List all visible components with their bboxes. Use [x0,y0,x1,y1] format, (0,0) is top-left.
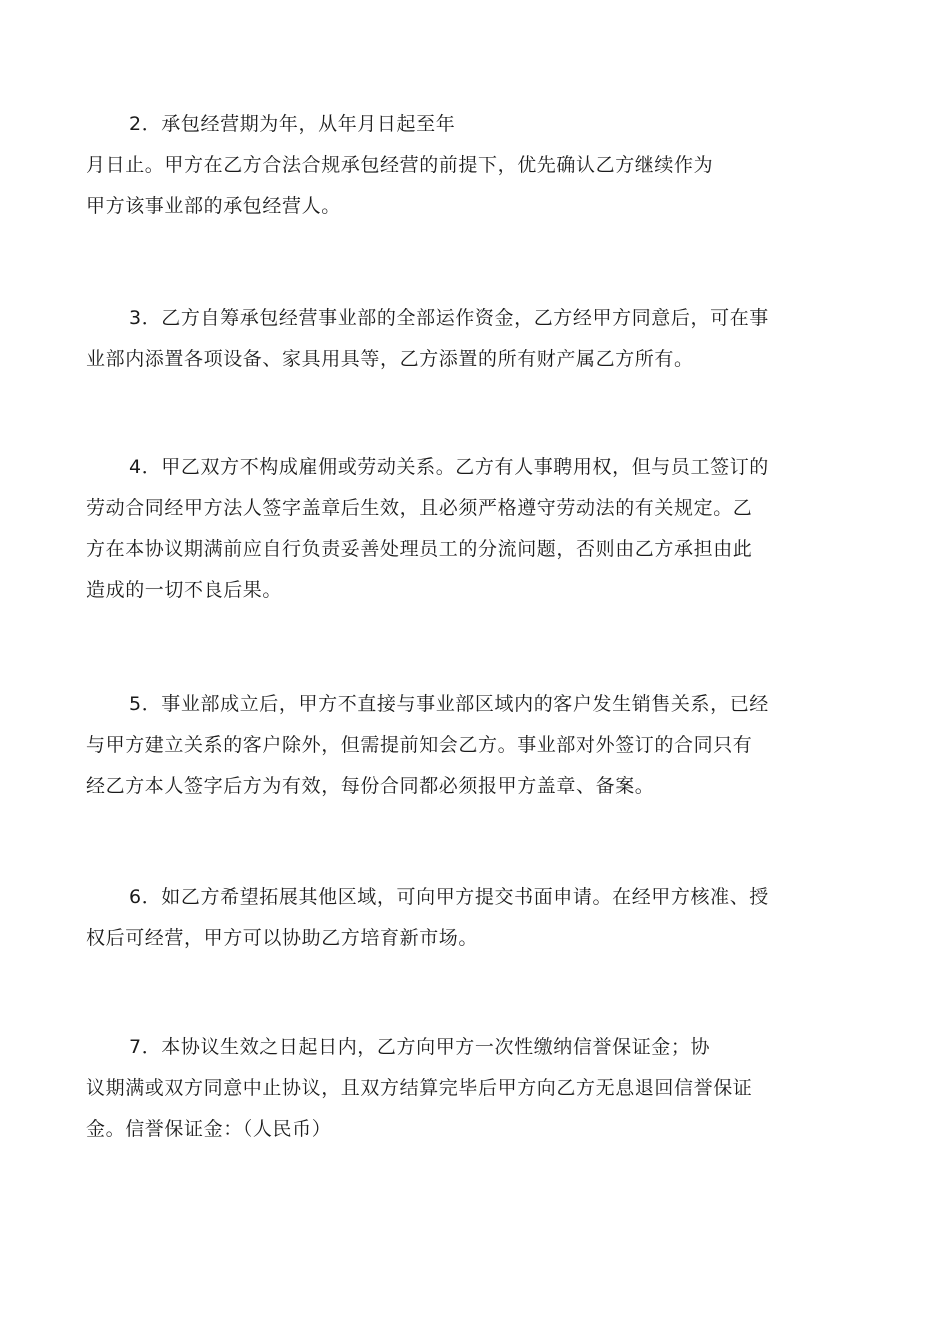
clause-2 [86,104,876,227]
clause-3 [86,298,876,380]
clause-3-line-2: 业部内添置各项设备、家具用具等，乙方添置的所有财产属乙方所有。 [86,348,694,370]
clause-5-line-1: 5．事业部成立后，甲方不直接与事业部区域内的客户发生销售关系，已经 [129,693,769,715]
clause-7 [86,1027,876,1150]
clause-6-line-2: 权后可经营，甲方可以协助乙方培育新市场。 [86,927,479,949]
clause-2-line-3: 甲方该事业部的承包经营人。 [86,195,341,217]
clause-2-line-1: 2．承包经营期为年，从年月日起至年 [129,113,456,135]
clause-4 [86,447,876,611]
clause-7-line-2: 议期满或双方同意中止协议，且双方结算完毕后甲方向乙方无息退回信誉保证 [86,1077,753,1099]
clause-7-line-3: 金。信誉保证金：（人民币） [86,1118,332,1140]
clause-3-line-1: 3．乙方自筹承包经营事业部的全部运作资金，乙方经甲方同意后，可在事 [129,307,769,329]
clause-5-line-2: 与甲方建立关系的客户除外，但需提前知会乙方。事业部对外签订的合同只有 [86,734,753,756]
clause-4-line-2: 劳动合同经甲方法人签字盖章后生效，且必须严格遵守劳动法的有关规定。乙 [86,497,753,519]
clause-5 [86,684,876,807]
clause-7-line-1: 7．本协议生效之日起日内，乙方向甲方一次性缴纳信誉保证金；协 [129,1036,711,1058]
clause-4-line-1: 4．甲乙双方不构成雇佣或劳动关系。乙方有人事聘用权，但与员工签订的 [129,456,769,478]
clause-6 [86,877,876,959]
clause-5-line-3: 经乙方本人签字后方为有效，每份合同都必须报甲方盖章、备案。 [86,775,655,797]
clause-6-line-1: 6．如乙方希望拓展其他区域，可向甲方提交书面申请。在经甲方核准、授 [129,886,769,908]
clause-2-line-2: 月日止。甲方在乙方合法合规承包经营的前提下，优先确认乙方继续作为 [86,154,714,176]
clause-4-line-3: 方在本协议期满前应自行负责妥善处理员工的分流问题，否则由乙方承担由此 [86,538,753,560]
clause-4-line-4: 造成的一切不良后果。 [86,579,283,601]
